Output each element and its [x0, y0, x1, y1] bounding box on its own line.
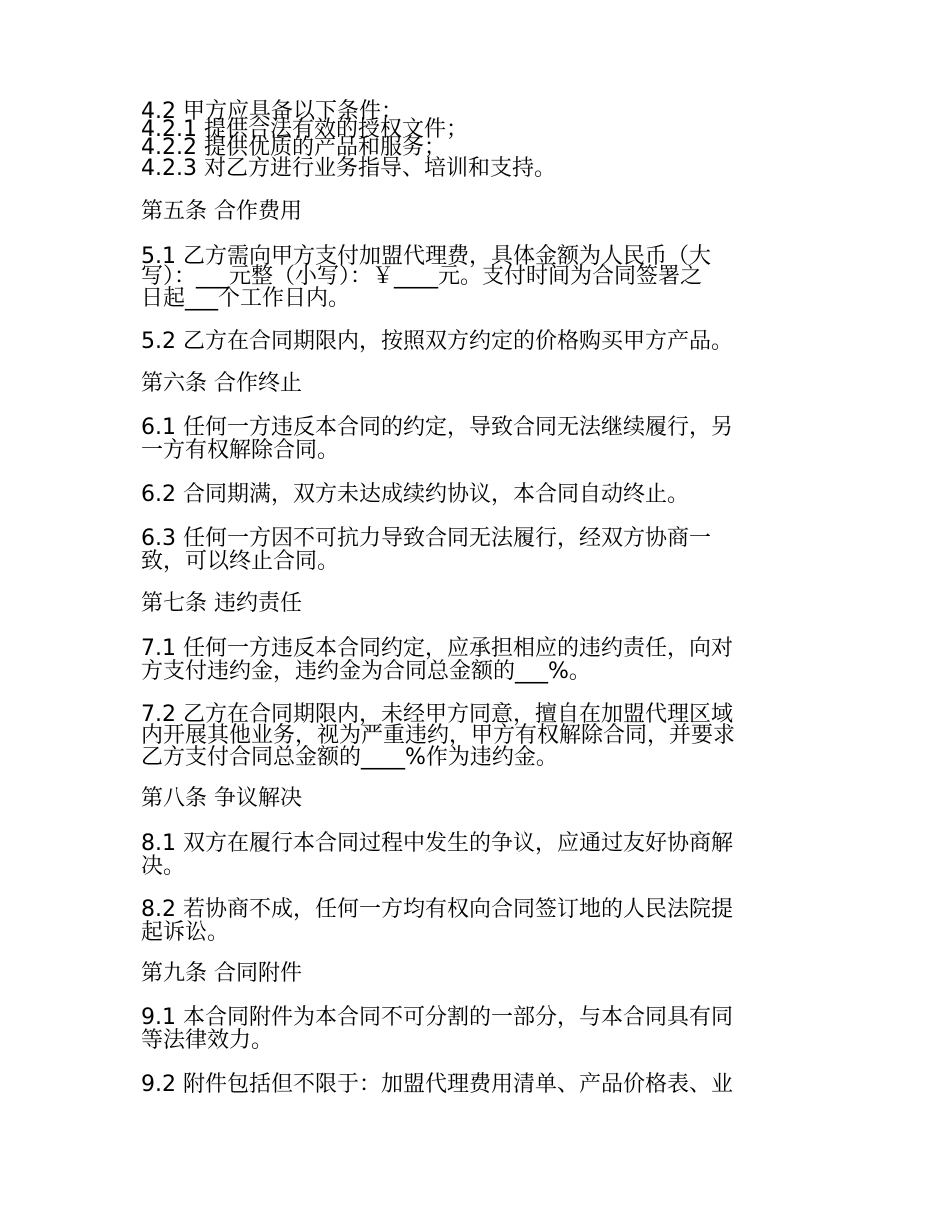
clause-9-1-line: 9.1 本合同附件为本合同不可分割的一部分，与本合同具有同 — [141, 1005, 733, 1030]
clause-6-3 — [141, 528, 813, 574]
section-heading-8: 第八条 争议解决 — [141, 786, 302, 811]
clause-9-2 — [141, 1073, 813, 1097]
clause-4-2-3-line: 4.2.3 对乙方进行业务指导、培训和支持。 — [141, 156, 556, 181]
section-heading-5: 第五条 合作费用 — [141, 199, 302, 224]
clause-7-2 — [141, 704, 813, 770]
clause-6-3-line: 6.3 任何一方因不可抗力导致合同无法履行，经双方协商一 — [141, 526, 711, 551]
clause-7-2-line: 乙方支付合同总金额的____%作为违约金。 — [141, 745, 558, 770]
clause-8-1-line: 决。 — [141, 854, 186, 879]
clause-8-2-line: 8.2 若协商不成，任何一方均有权向合同签订地的人民法院提 — [141, 897, 733, 922]
clause-5-1-line: 日起___个工作日内。 — [141, 286, 351, 311]
clause-8-2-line: 起诉讼。 — [141, 920, 230, 945]
clause-5-1 — [141, 244, 813, 311]
clause-7-1 — [141, 638, 813, 684]
clause-6-2 — [141, 483, 813, 507]
clause-6-1-line: 一方有权解除合同。 — [141, 438, 340, 463]
clause-6-3-line: 致，可以终止合同。 — [141, 549, 340, 574]
document-page — [141, 99, 813, 1097]
clause-5-2-line: 5.2 乙方在合同期限内，按照双方约定的价格购买甲方产品。 — [141, 329, 733, 354]
section-heading-9: 第九条 合同附件 — [141, 961, 302, 986]
clause-7-2-line: 7.2 乙方在合同期限内，未经甲方同意，擅自在加盟代理区域 — [141, 702, 733, 727]
clause-7-2-line: 内开展其他业务，视为严重违约，甲方有权解除合同，并要求 — [141, 723, 736, 748]
clause-9-2-line: 9.2 附件包括但不限于：加盟代理费用清单、产品价格表、业 — [141, 1072, 733, 1097]
clause-7-1-line: 方支付违约金，违约金为合同总金额的___%。 — [141, 659, 591, 684]
clause-5-1-line: 写）：___元整（小写）：￥____元。支付时间为合同签署之 — [141, 264, 703, 289]
clause-9-1-line: 等法律效力。 — [141, 1028, 274, 1053]
clause-4-2-2-line: 4.2.2 提供优质的产品和服务； — [141, 135, 446, 160]
clause-8-2 — [141, 899, 813, 945]
clause-6-1-line: 6.1 任何一方违反本合同的约定，导致合同无法继续履行，另 — [141, 415, 733, 440]
clause-6-2-line: 6.2 合同期满，双方未达成续约协议，本合同自动终止。 — [141, 482, 689, 507]
clause-4-2-line: 4.2 甲方应具备以下条件： — [141, 99, 403, 124]
section-heading-7: 第七条 违约责任 — [141, 591, 302, 616]
clause-5-1-line: 5.1 乙方需向甲方支付加盟代理费，具体金额为人民币（大 — [141, 244, 711, 269]
clause-6-1 — [141, 417, 813, 463]
clause-8-1 — [141, 833, 813, 879]
clause-5-2 — [141, 330, 813, 354]
clause-9-1 — [141, 1007, 813, 1053]
clause-8-1-line: 8.1 双方在履行本合同过程中发生的争议，应通过友好协商解 — [141, 831, 733, 856]
clause-7-1-line: 7.1 任何一方违反本合同约定，应承担相应的违约责任，向对 — [141, 636, 733, 661]
clause-4-2-1-line: 4.2.1 提供合法有效的授权文件； — [141, 117, 468, 142]
section-heading-6: 第六条 合作终止 — [141, 371, 302, 396]
clause-4-2 — [141, 99, 813, 181]
